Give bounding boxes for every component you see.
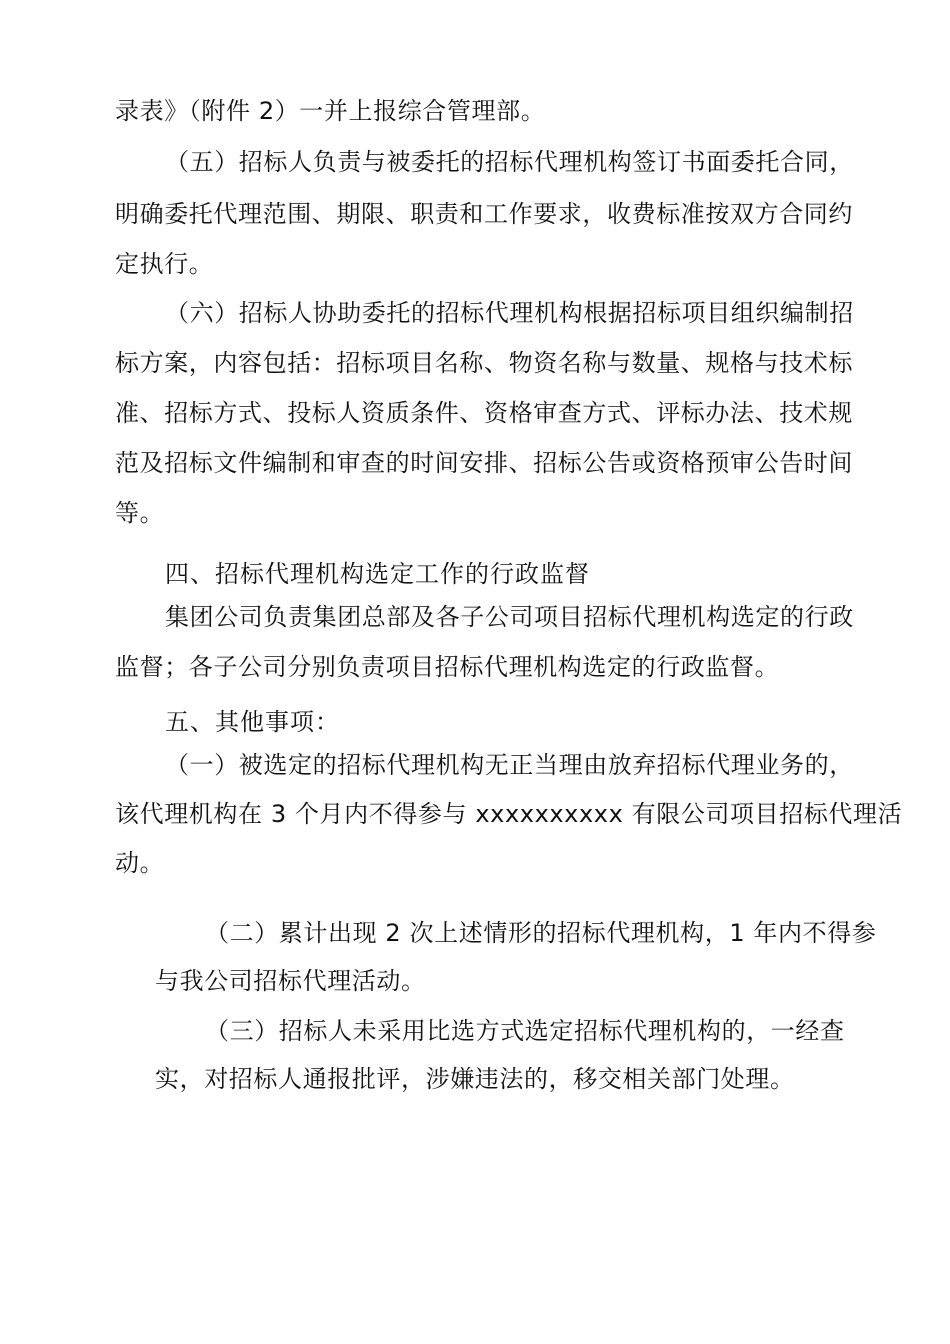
paragraph-line: （一）被选定的招标代理机构无正当理由放弃招标代理业务的，: [165, 751, 854, 779]
section-heading: 四、招标代理机构选定工作的行政监督: [165, 560, 590, 588]
paragraph-line: 录表》（附件 2）一并上报综合管理部。: [115, 97, 546, 125]
paragraph-line: 明确委托代理范围、期限、职责和工作要求，收费标准按双方合同约: [115, 200, 853, 228]
paragraph-line: 实，对招标人通报批评，涉嫌违法的，移交相关部门处理。: [155, 1065, 795, 1093]
paragraph-line: （六）招标人协助委托的招标代理机构根据招标项目组织编制招: [165, 299, 854, 327]
paragraph-line: 定执行。: [115, 250, 214, 278]
paragraph-line: 动。: [115, 849, 165, 877]
paragraph-line: 准、招标方式、投标人资质条件、资格审查方式、评标办法、技术规: [115, 399, 853, 427]
paragraph-line: （五）招标人负责与被委托的招标代理机构签订书面委托合同，: [165, 148, 854, 176]
paragraph-line: 与我公司招标代理活动。: [155, 967, 426, 995]
paragraph-line: 范及招标文件编制和审查的时间安排、招标公告或资格预审公告时间: [115, 449, 853, 477]
paragraph-line: 该代理机构在 3 个月内不得参与 xxxxxxxxxx 有限公司项目招标代理活: [115, 800, 903, 828]
paragraph-line: 集团公司负责集团总部及各子公司项目招标代理机构选定的行政: [165, 603, 854, 631]
paragraph-line: 等。: [115, 499, 165, 527]
paragraph-line: （二）累计出现 2 次上述情形的招标代理机构，1 年内不得参: [205, 919, 877, 947]
section-heading: 五、其他事项：: [165, 708, 340, 736]
paragraph-line: 监督；各子公司分别负责项目招标代理机构选定的行政监督。: [115, 653, 780, 681]
paragraph-line: 标方案，内容包括：招标项目名称、物资名称与数量、规格与技术标: [115, 349, 853, 377]
paragraph-line: （三）招标人未采用比选方式选定招标代理机构的，一经查: [205, 1017, 845, 1045]
